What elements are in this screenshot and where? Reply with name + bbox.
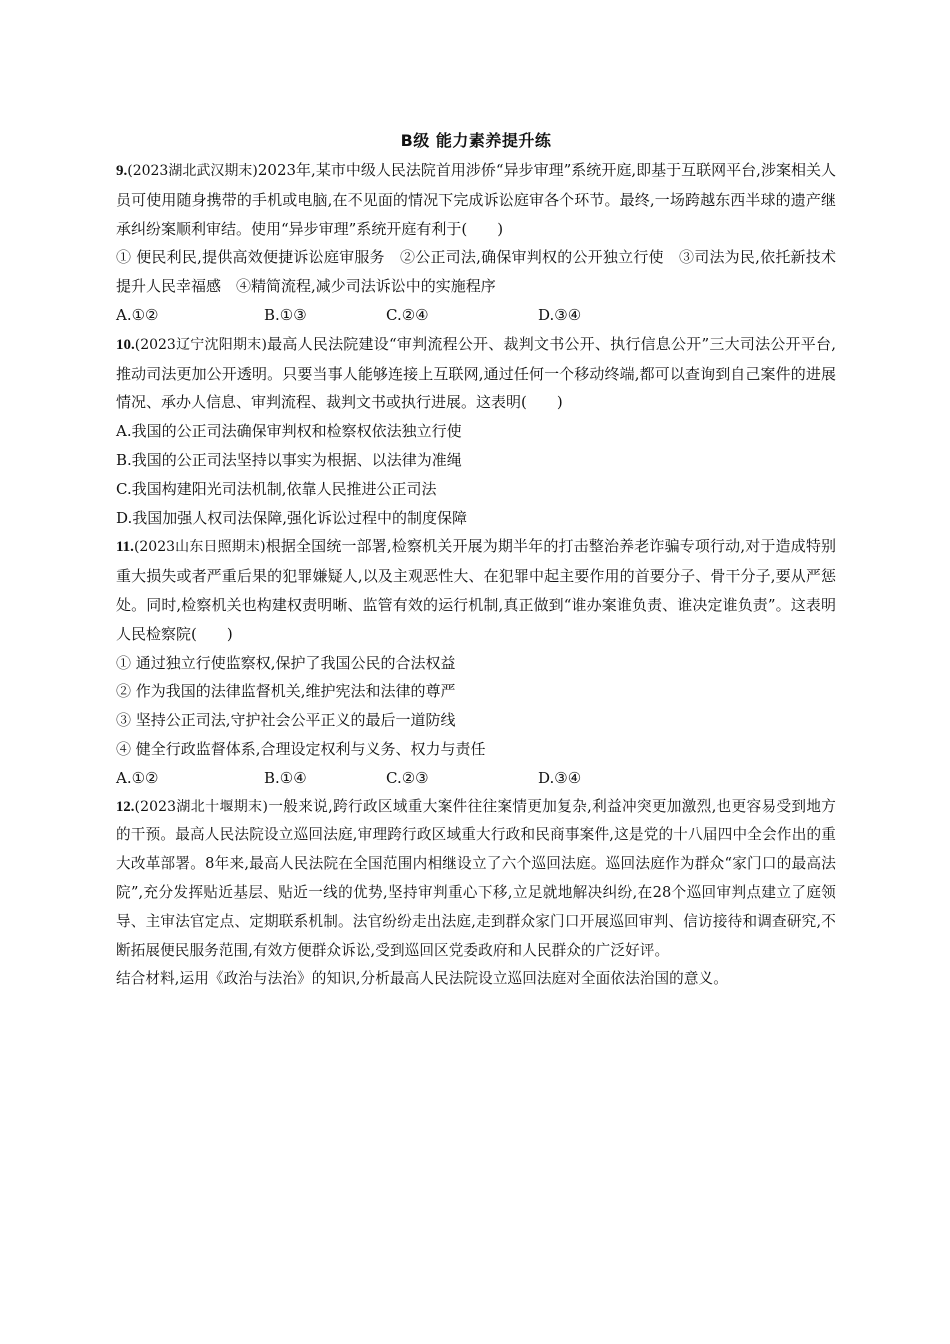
option-c[interactable]: C.我国构建阳光司法机制,依靠人民推进公正司法 [116, 479, 437, 498]
question-12-task: 结合材料,运用《政治与法治》的知识,分析最高人民法院设立巡回法庭对全面依法治国的意义。 [116, 970, 728, 988]
question-11 [116, 532, 836, 792]
option-a[interactable]: A.我国的公正司法确保审判权和检察权依法独立行使 [116, 422, 462, 441]
option-d[interactable]: D.我国加强人权司法保障,强化诉讼过程中的制度保障 [116, 508, 468, 527]
question-number: 9. [116, 163, 128, 179]
statement-1: ① 通过独立行使监察权,保护了我国公民的合法权益 [116, 653, 456, 672]
question-text: 一般来说,跨行政区域重大案件往往案情更加复杂,利益冲突更加激烈,也更容易受到地方的干预。最高人民法院设立巡回法庭,审理跨行政区域重大行政和民商事案件,这是党的十八届四中全会作出的重大改革部署。8年来,最高人民法院在全国范围内相继设立了六个巡回法庭。巡回法庭作为群众“家门口的最高法院”,充分发挥贴近基层、贴近一线的优势,坚持审判重心下移,立足就地解决纠纷,在28个巡回审判点建立了庭领导、主审法官定点、定期联系机制。法官纷纷走出法庭,走到群众家门口开展巡回审判、信访接待和调查研究,不断拓展便民服务范围,有效方便群众诉讼,受到巡回区党委政府和人民群众的广泛好评。 [116, 797, 836, 959]
choice-c[interactable]: C.②④ [386, 305, 429, 324]
question-number: 11. [116, 539, 134, 556]
question-10-stem [116, 330, 836, 417]
choice-b[interactable]: B.①③ [264, 305, 307, 324]
choice-d[interactable]: D.③④ [538, 305, 582, 324]
section-title: B级 能力素养提升练 [400, 131, 552, 150]
document-page [116, 126, 836, 994]
question-source: (2023湖北武汉期末) [127, 163, 258, 179]
question-source: (2023山东日照期末) [133, 539, 266, 556]
question-source: (2023湖北十堰期末) [134, 798, 269, 815]
question-12 [116, 793, 836, 995]
question-9-stem [116, 156, 836, 243]
choice-c[interactable]: C.②③ [386, 768, 429, 787]
question-9-statements: ① 便民利民,提供高效便捷诉讼庭审服务 ②公正司法,确保审判权的公开独立行使 ③司法为民,依托新技术提升人民幸福感 ④精简流程,减少司法诉讼中的实施程序 [116, 248, 836, 296]
question-text: 最高人民法院建设“审判流程公开、裁判文书公开、执行信息公开”三大司法公开平台,推动司法更加公开透明。只要当事人能够连接上互联网,通过任何一个移动终端,都可以查询到自己案件的进展情况、承办人信息、审判流程、裁判文书或执行进展。这表明( ) [116, 334, 836, 412]
question-9 [116, 156, 836, 330]
question-text: 2023年,某市中级人民法院首用涉侨“异步审理”系统开庭,即基于互联网平台,涉案相关人员可使用随身携带的手机或电脑,在不见面的情况下完成诉讼庭审各个环节。最终,一场跨越东西半球的遗产继承纠纷案顺利审结。使用“异步审理”系统开庭有利于( ) [116, 161, 836, 238]
choice-d[interactable]: D.③④ [538, 768, 582, 787]
question-source: (2023辽宁沈阳期末) [134, 336, 267, 353]
choice-b[interactable]: B.①④ [264, 768, 307, 787]
statement-3: ③ 坚持公正司法,守护社会公平正义的最后一道防线 [116, 711, 456, 730]
statement-4: ④ 健全行政监督体系,合理设定权利与义务、权力与责任 [116, 739, 486, 758]
option-b[interactable]: B.我国的公正司法坚持以事实为根据、以法律为准绳 [116, 450, 462, 469]
question-number: 12. [116, 798, 135, 815]
question-12-stem [116, 793, 836, 966]
choice-a[interactable]: A.①② [116, 305, 159, 324]
question-9-choices [116, 301, 836, 330]
choice-a[interactable]: A.①② [116, 768, 159, 787]
question-11-choices [116, 764, 836, 793]
statement-2: ② 作为我国的法律监督机关,维护宪法和法律的尊严 [116, 682, 456, 701]
question-text: 根据全国统一部署,检察机关开展为期半年的打击整治养老诈骗专项行动,对于造成特别重大损失或者严重后果的犯罪嫌疑人,以及主观恶性大、在犯罪中起主要作用的首要分子、骨干分子,要从严惩处。同时,检察机关也构建权责明晰、监管有效的运行机制,真正做到“谁办案谁负责、谁决定谁负责”。这表明人民检察院( ) [116, 537, 836, 643]
question-10 [116, 330, 836, 533]
question-11-stem [116, 532, 836, 648]
question-number: 10. [116, 336, 135, 353]
